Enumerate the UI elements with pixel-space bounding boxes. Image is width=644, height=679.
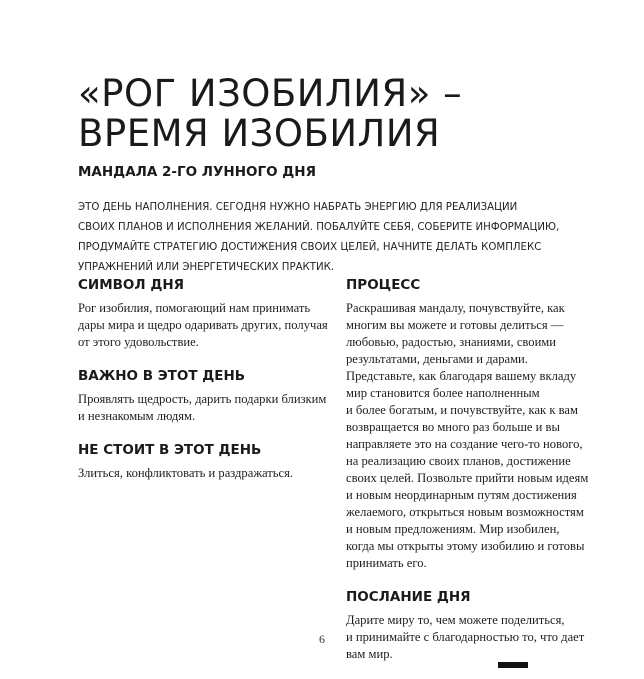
text-line: когда мы открыты этому изобилию и готовы <box>346 539 585 553</box>
text-line: и более богатым, и почувствуйте, как к вам <box>346 403 578 417</box>
left-column <box>78 276 328 498</box>
corner-mark <box>498 662 528 668</box>
page-title <box>78 74 462 154</box>
page-number: 6 <box>319 632 325 646</box>
text-line: вам мир. <box>346 647 393 661</box>
text-line: направляете это на создание чего-то нового, <box>346 437 583 451</box>
text-line: своих целей. Позвольте прийти новым идеям <box>346 471 589 485</box>
process-heading: ПРОЦЕСС <box>346 277 421 293</box>
text-line: и новым неординарным путям достижения <box>346 488 577 502</box>
text-line: от этого удовольствие. <box>78 335 199 349</box>
text-line: желаемого, открыться новым возможностям <box>346 505 584 519</box>
process-section <box>346 276 606 572</box>
text-line: дары мира и щедро одаривать других, получая <box>78 318 328 332</box>
intro-paragraph <box>78 198 598 278</box>
text-line: принимать его. <box>346 556 427 570</box>
text-line: мир становится более наполненным <box>346 386 540 400</box>
text-line: Раскрашивая мандалу, почувствуйте, как <box>346 301 565 315</box>
intro-line: СВОИХ ПЛАНОВ И ИСПОЛНЕНИЯ ЖЕЛАНИЙ. ПОБАЛУЙТЕ СЕБЯ, СОБЕРИТЕ ИНФОРМАЦИЮ, <box>78 222 560 233</box>
important-heading: ВАЖНО В ЭТОТ ДЕНЬ <box>78 368 246 384</box>
title-line: «РОГ ИЗОБИЛИЯ» – <box>78 72 463 115</box>
process-text <box>346 300 606 572</box>
avoid-section <box>78 441 328 482</box>
text-line: и принимайте с благодарностью то, что дает <box>346 630 585 644</box>
text-line: Представьте, как благодаря вашему вкладу <box>346 369 577 383</box>
text-line: результатами, деньгами и дарами. <box>346 352 528 366</box>
text-line: Рог изобилия, помогающий нам принимать <box>78 301 311 315</box>
important-text <box>78 391 328 425</box>
text-line: возвращается во много раз больше и вы <box>346 420 560 434</box>
text-line: Дарите миру то, чем можете поделиться, <box>346 613 565 627</box>
symbol-text <box>78 300 328 351</box>
message-section <box>346 588 606 663</box>
symbol-section <box>78 276 328 351</box>
text-line: и новым предложениям. Мир изобилен, <box>346 522 560 536</box>
avoid-text <box>78 465 328 482</box>
text-line: многим вы можете и готовы делиться — <box>346 318 564 332</box>
subtitle: МАНДАЛА 2-ГО ЛУННОГО ДНЯ <box>78 164 316 180</box>
text-line: и незнакомым людям. <box>78 409 196 423</box>
message-heading: ПОСЛАНИЕ ДНЯ <box>346 589 471 605</box>
intro-line: УПРАЖНЕНИЙ ИЛИ ЭНЕРГЕТИЧЕСКИХ ПРАКТИК. <box>78 262 335 273</box>
text-line: любовью, радостью, знаниями, своими <box>346 335 557 349</box>
text-line: Злиться, конфликтовать и раздражаться. <box>78 466 294 480</box>
intro-line: ПРОДУМАЙТЕ СТРАТЕГИЮ ДОСТИЖЕНИЯ СВОИХ ЦЕЛЕЙ, НАЧНИТЕ ДЕЛАТЬ КОМПЛЕКС <box>78 242 542 253</box>
text-line: на реализацию своих планов, достижение <box>346 454 571 468</box>
title-line: ВРЕМЯ ИЗОБИЛИЯ <box>78 112 441 155</box>
symbol-heading: СИМВОЛ ДНЯ <box>78 277 185 293</box>
intro-line: ЭТО ДЕНЬ НАПОЛНЕНИЯ. СЕГОДНЯ НУЖНО НАБРАТЬ ЭНЕРГИЮ ДЛЯ РЕАЛИЗАЦИИ <box>78 202 518 213</box>
important-section <box>78 367 328 425</box>
right-column <box>346 276 606 679</box>
text-line: Проявлять щедрость, дарить подарки близким <box>78 392 327 406</box>
avoid-heading: НЕ СТОИТ В ЭТОТ ДЕНЬ <box>78 442 262 458</box>
